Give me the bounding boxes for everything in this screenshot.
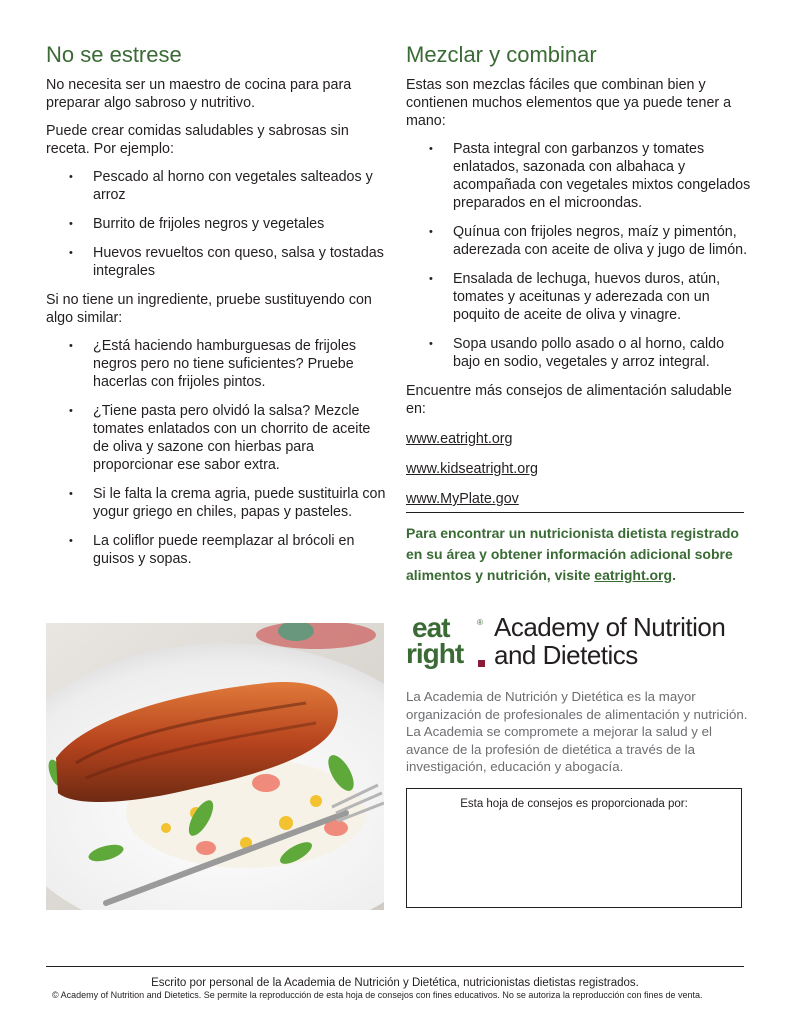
- salmon-dish-photo: [46, 623, 384, 910]
- sponsor-box: [406, 788, 742, 908]
- list-item: • Pasta integral con garbanzos y tomates enlatados, sazonada con albahaca y acompañada con vegetales mixtos congelados preparados en el microondas.: [453, 140, 751, 212]
- heading-no-se-estrese: No se estrese: [46, 42, 182, 67]
- substitute-intro: Si no tiene un ingrediente, pruebe sustituyendo con algo similar:: [46, 292, 372, 326]
- left-intro: No necesita ser un maestro de cocina para para preparar algo sabroso y nutritivo.: [46, 77, 352, 111]
- list-item: • Huevos revueltos con queso, salsa y tostadas integrales: [93, 244, 386, 280]
- eatright-logo-mark: [406, 614, 486, 670]
- examples-list: [46, 168, 386, 280]
- list-item: • La coliflor puede reemplazar al brócoli en guisos y sopas.: [93, 532, 386, 568]
- list-item: • Burrito de frijoles negros y vegetales: [93, 215, 386, 233]
- more-tips-text: Encuentre más consejos de alimentación saludable en:: [406, 383, 732, 417]
- find-rd-note: [406, 523, 751, 586]
- footer-divider: [46, 966, 744, 967]
- left-column: [46, 40, 386, 579]
- logo-name-line1: Academy of Nutrition: [494, 612, 726, 642]
- logo-dot-icon: [478, 660, 485, 667]
- list-item: • Pescado al horno con vegetales salteados y arroz: [93, 168, 386, 204]
- link-myplate[interactable]: www.MyPlate.gov: [406, 491, 519, 507]
- list-item: • Sopa usando pollo asado o al horno, caldo bajo en sodio, vegetales y arroz integral.: [453, 335, 751, 371]
- list-item: • ¿Tiene pasta pero olvidó la salsa? Mezcle tomates enlatados con un chorrito de aceite de oliva y sazone con hierbas para proporcionar ese sabor extra.: [93, 402, 386, 474]
- logo-right: right: [406, 638, 464, 669]
- list-item: • Ensalada de lechuga, huevos duros, atún, tomates y aceitunas y aderezada con un poquito de aceite de oliva y vinagre.: [453, 270, 751, 324]
- right-intro: Estas son mezclas fáciles que combinan bien y contienen muchos elementos que ya puede tener a mano:: [406, 77, 732, 129]
- heading-mezclar-y-combinar: Mezclar y combinar: [406, 42, 597, 67]
- right-column: [406, 40, 751, 586]
- academy-description: La Academia de Nutrición y Dietética es la mayor organización de profesionales de alimentación y nutrición. La Academia se compromete a mejorar la salud y el avance de la profesión de dietética a través de la investigación, educación y abogacía.: [406, 689, 748, 774]
- find-rd-end: .: [672, 567, 676, 583]
- academy-logo: [406, 612, 751, 672]
- sponsor-label: Esta hoja de consejos es proporcionada por:: [460, 798, 688, 810]
- link-kidseatright[interactable]: www.kidseatright.org: [406, 461, 538, 477]
- find-rd-link[interactable]: eatright.org: [594, 567, 673, 583]
- find-rd-text: Para encontrar un nutricionista dietista registrado en su área y obtener información adicional sobre alimentos y nutrición, visite: [406, 525, 739, 583]
- logo-reg: ®: [477, 618, 483, 627]
- link-eatright[interactable]: www.eatright.org: [406, 431, 513, 447]
- list-item: • Quínua con frijoles negros, maíz y pimentón, aderezada con aceite de oliva y jugo de limón.: [453, 223, 751, 259]
- logo-name-line2: and Dietetics: [494, 640, 638, 670]
- list-item: • Si le falta la crema agria, puede sustituirla con yogur griego en chiles, papas y pasteles.: [93, 485, 386, 521]
- footer-copyright: © Academy of Nutrition and Dietetics. Se permite la reproducción de esta hoja de consejos con fines educativos. No se autoriza la reproducción con fines de venta.: [52, 990, 703, 1000]
- substitutes-list: [46, 337, 386, 568]
- examples-intro: Puede crear comidas saludables y sabrosas sin receta. Por ejemplo:: [46, 123, 349, 157]
- list-item: • ¿Está haciendo hamburguesas de frijoles negros pero no tiene suficientes? Pruebe hacerlas con frijoles pintos.: [93, 337, 386, 391]
- mixes-list: [406, 140, 751, 371]
- divider: [406, 512, 744, 513]
- footer-written-by: Escrito por personal de la Academia de Nutrición y Dietética, nutricionistas dietistas registrados.: [151, 977, 639, 989]
- logo-eat: eat: [412, 612, 450, 643]
